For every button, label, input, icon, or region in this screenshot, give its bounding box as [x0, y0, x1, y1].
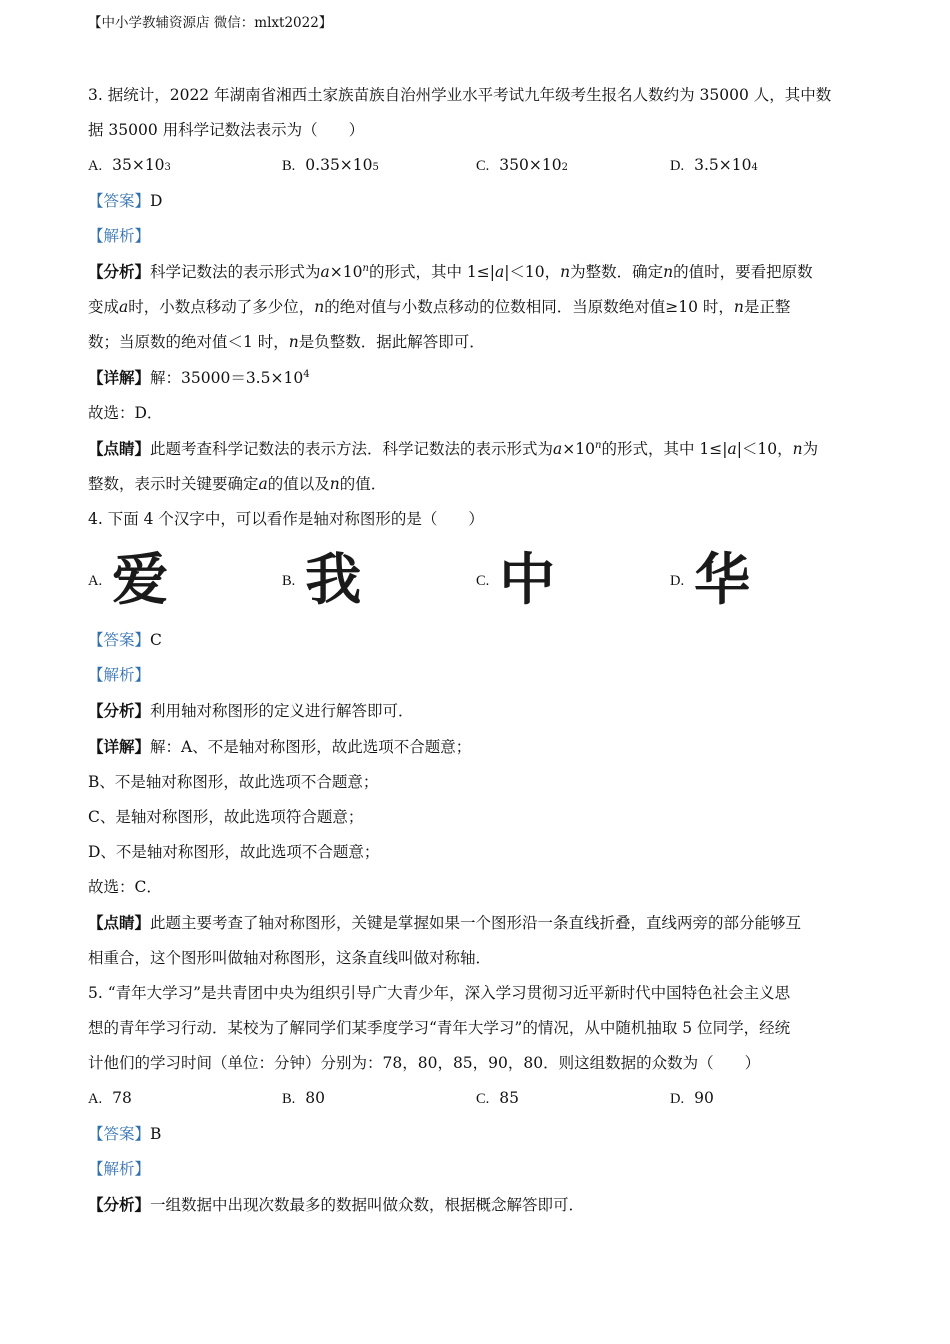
- q4-detail-line-3: C、是轴对称图形，故此选项符合题意；: [88, 808, 364, 826]
- option-letter: D.: [670, 158, 685, 174]
- option-value: 80: [305, 1089, 326, 1107]
- var-a: a: [258, 475, 268, 493]
- detail-tag: 【详解】: [88, 737, 151, 756]
- var-n: n: [595, 440, 602, 451]
- q5-option-b: [282, 1081, 476, 1117]
- text: 科学记数法的表示形式为: [150, 263, 321, 281]
- q4-option-d: [670, 549, 864, 613]
- q3-stem-line-2: 据 35000 用科学记数法表示为（ ）: [88, 121, 365, 139]
- var-n: n: [733, 298, 744, 316]
- text: 的值时，要看把原数: [673, 263, 813, 281]
- q3-answer: [88, 184, 878, 219]
- q3-option-b: B. 0.35×10 5: [282, 148, 476, 184]
- q3-detail: [88, 360, 878, 396]
- q3-analysis-line-1: [88, 254, 878, 290]
- var-a: a: [553, 440, 563, 458]
- analysis-text: 一组数据中出现次数最多的数据叫做众数，根据概念解答即可．: [150, 1196, 585, 1214]
- option-value: 90: [694, 1089, 714, 1107]
- q4-option-b: [282, 549, 476, 613]
- text: 整数，表示时关键要确定: [88, 475, 259, 493]
- character-image: 中: [499, 548, 556, 613]
- var-n: n: [560, 263, 571, 281]
- q5-option-c: [476, 1081, 670, 1117]
- text: 为: [802, 440, 819, 458]
- var-a: a: [494, 263, 505, 281]
- var-a: a: [119, 298, 129, 316]
- comment-text: 此题主要考查了轴对称图形，关键是掌握如果一个图形沿一条直线折叠，直线两旁的部分能够互: [150, 914, 802, 932]
- option-letter: C.: [476, 1091, 490, 1107]
- option-letter: B.: [282, 572, 296, 589]
- q4-comment-line-2: 相重合，这个图形叫做轴对称图形，这条直线叫做对称轴．: [88, 949, 492, 967]
- option-letter: B.: [282, 1091, 296, 1107]
- q3-option-a: A. 35×10 3: [88, 148, 282, 184]
- text: 的形式，其中 1≤|: [601, 440, 728, 458]
- q4-analysis: [88, 693, 878, 729]
- var-n: n: [362, 263, 369, 274]
- answer-tag: 【答案】: [88, 631, 151, 649]
- q3-analysis-line-3: [88, 325, 878, 360]
- text: |＜10，: [504, 263, 561, 281]
- q5-option-a: [88, 1081, 282, 1117]
- option-letter: D.: [670, 572, 685, 589]
- text: ×10: [329, 263, 363, 281]
- page-header: 【中小学教辅资源店 微信：mlxt2022】: [88, 15, 333, 31]
- q5-answer: [88, 1117, 878, 1152]
- option-letter: B.: [282, 158, 296, 174]
- question-3: [88, 78, 878, 502]
- q4-answer: [88, 623, 878, 658]
- analysis-text: 利用轴对称图形的定义进行解答即可．: [150, 702, 414, 720]
- character-image: 华: [694, 548, 751, 613]
- q5-analysis: [88, 1187, 878, 1223]
- option-letter: C.: [476, 572, 490, 589]
- q3-options: [88, 148, 878, 184]
- detail-exponent: 4: [303, 369, 310, 380]
- q4-stem: 4. 下面 4 个汉字中，可以看作是轴对称图形的是（ ）: [88, 510, 484, 528]
- text: 此题考查科学记数法的表示方法．科学记数法的表示形式为: [150, 440, 554, 458]
- var-n: n: [792, 440, 803, 458]
- option-value: 3.5×10: [694, 156, 752, 174]
- answer-value: D: [150, 192, 163, 210]
- analysis-tag: 【分析】: [88, 1195, 151, 1214]
- comment-tag: 【点睛】: [88, 439, 151, 458]
- detail-text: 解：A、不是轴对称图形，故此选项不合题意；: [150, 738, 472, 756]
- text: |＜10，: [736, 440, 793, 458]
- q5-stem-line-1: 5. “青年大学习”是共青团中央为组织引导广大青少年，深入学习贯彻习近平新时代中国特色社会主义思: [88, 984, 791, 1002]
- analysis-tag: 【分析】: [88, 262, 151, 281]
- option-letter: A.: [88, 572, 103, 589]
- option-value: 350×10: [499, 156, 562, 174]
- q3-jiexi-tag: 【解析】: [88, 227, 151, 245]
- text: 是正整: [743, 298, 791, 316]
- option-letter: C.: [476, 158, 490, 174]
- option-value: 85: [499, 1089, 520, 1107]
- text: 为整数．确定: [570, 263, 664, 281]
- text: 是负整数．据此解答即可．: [298, 333, 485, 351]
- option-value: 0.35×10: [305, 156, 373, 174]
- var-a: a: [727, 440, 737, 458]
- option-letter: A.: [88, 1091, 103, 1107]
- analysis-tag: 【分析】: [88, 701, 151, 720]
- q4-options: [88, 539, 878, 623]
- option-letter: D.: [670, 1091, 685, 1107]
- q3-comment-line-1: [88, 431, 878, 467]
- character-image: 爱: [112, 548, 169, 613]
- answer-tag: 【答案】: [88, 1125, 151, 1143]
- q5-stem-line-2: 想的青年学习行动．某校为了解同学们某季度学习“青年大学习”的情况，从中随机抽取 5 位同学，经统: [88, 1019, 791, 1037]
- q4-option-a: [88, 549, 282, 613]
- q4-comment-line-1: [88, 905, 878, 941]
- answer-value: C: [150, 631, 162, 649]
- q5-options: [88, 1081, 878, 1117]
- question-4: [88, 502, 878, 976]
- option-value: 35×10: [112, 156, 165, 174]
- q4-detail-line-1: [88, 729, 878, 765]
- text: ×10: [562, 440, 595, 458]
- var-n: n: [288, 333, 299, 351]
- q3-option-d: D. 3.5×10 4: [670, 148, 864, 184]
- text: 的绝对值与小数点移动的位数相同．当原数绝对值≥10 时，: [324, 298, 734, 316]
- var-n: n: [314, 298, 325, 316]
- q3-comment-line-2: [88, 467, 878, 502]
- q4-option-c: [476, 549, 670, 613]
- var-n: n: [663, 263, 674, 281]
- q3-choose: 故选：D．: [88, 404, 163, 422]
- document-page: [88, 10, 878, 1223]
- answer-tag: 【答案】: [88, 192, 151, 210]
- q4-jiexi-tag: 【解析】: [88, 666, 151, 684]
- q4-detail-line-4: D、不是轴对称图形，故此选项不合题意；: [88, 843, 380, 861]
- text: 变成: [88, 298, 120, 316]
- q3-analysis-line-2: [88, 290, 878, 325]
- var-a: a: [320, 263, 330, 281]
- answer-value: B: [150, 1125, 162, 1143]
- q3-stem-line-1: 3. 据统计，2022 年湖南省湘西土家族苗族自治州学业水平考试九年级考生报名人数约为 35000 人，其中数: [88, 86, 832, 104]
- q4-choose: 故选：C．: [88, 878, 162, 896]
- question-5: [88, 976, 878, 1223]
- character-image: 我: [305, 548, 362, 613]
- option-value: 78: [112, 1089, 132, 1107]
- text: 的值以及: [267, 475, 330, 493]
- q5-option-d: [670, 1081, 864, 1117]
- option-letter: A.: [88, 158, 103, 174]
- q5-stem-line-3: 计他们的学习时间（单位：分钟）分别为：78，80，85，90，80．则这组数据的众数为（ ）: [88, 1054, 761, 1072]
- q5-jiexi-tag: 【解析】: [88, 1160, 151, 1178]
- text: 时，小数点移动了多少位，: [128, 298, 315, 316]
- q4-detail-line-2: B、不是轴对称图形，故此选项不合题意；: [88, 773, 379, 791]
- comment-tag: 【点睛】: [88, 913, 151, 932]
- text: 的形式，其中 1≤|: [368, 263, 495, 281]
- text: 的值．: [339, 475, 387, 493]
- text: 数；当原数的绝对值＜1 时，: [88, 333, 289, 351]
- q3-option-c: C. 350×10 2: [476, 148, 670, 184]
- detail-text: 解：35000＝3.5×10: [150, 369, 304, 387]
- detail-tag: 【详解】: [88, 368, 151, 387]
- var-n: n: [329, 475, 340, 493]
